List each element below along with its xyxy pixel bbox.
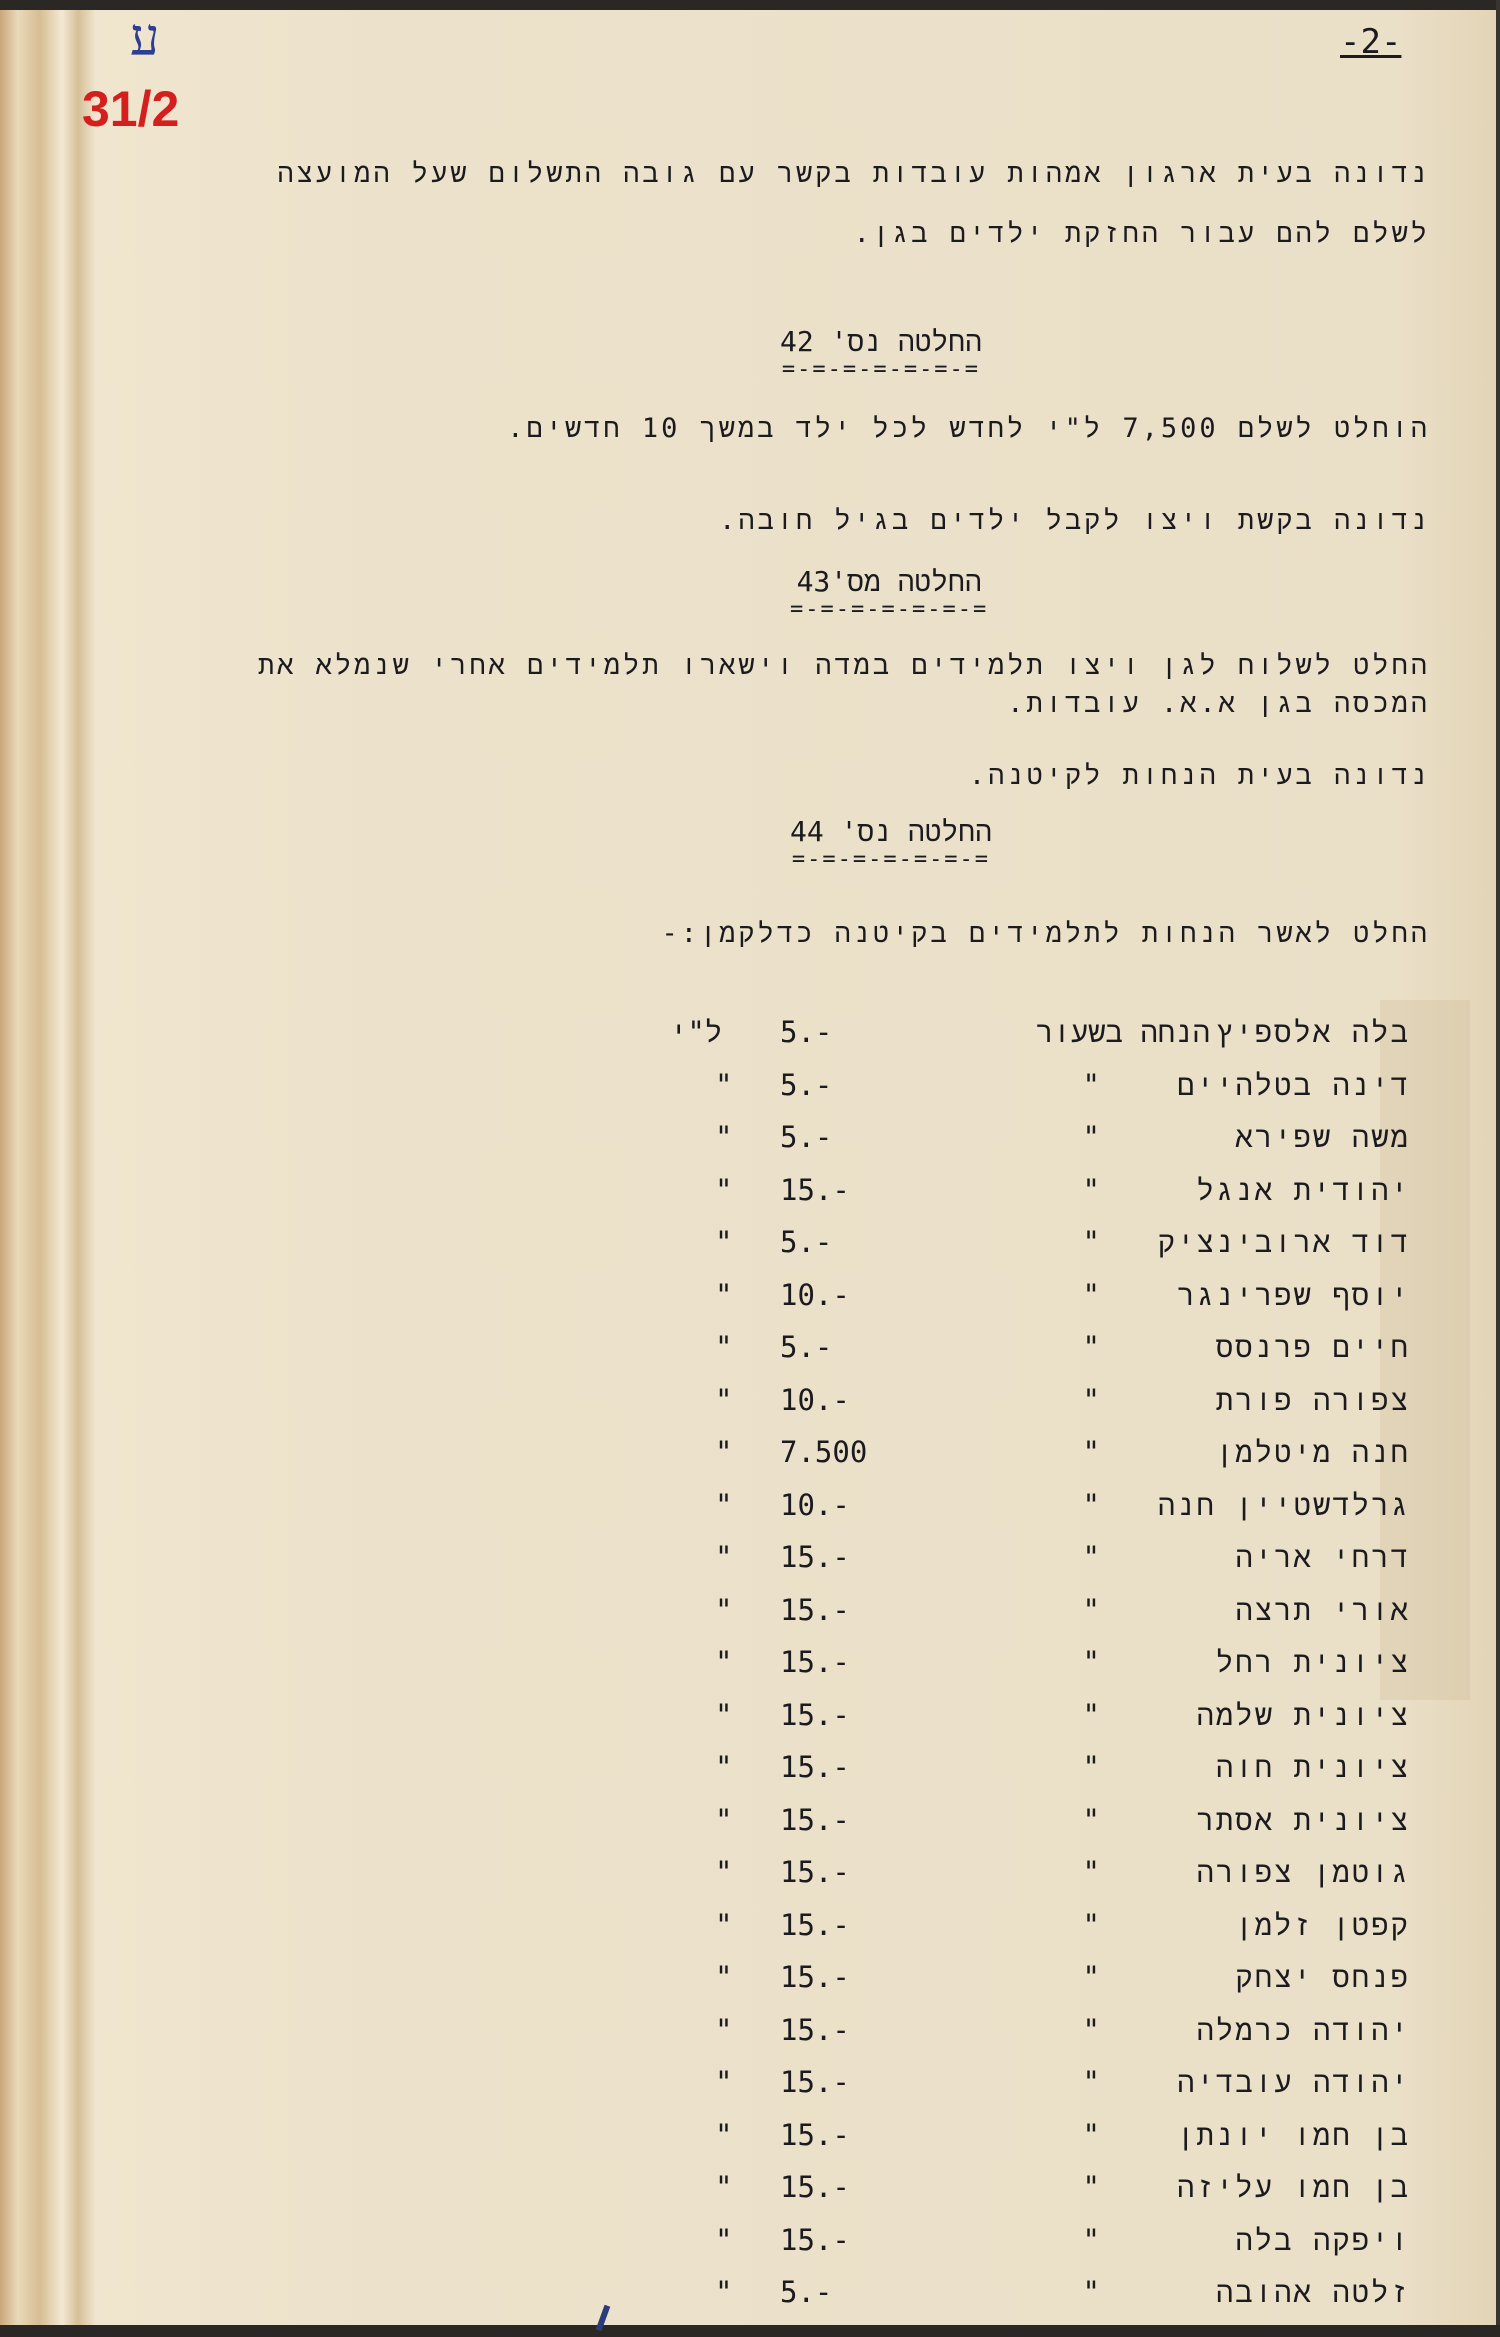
discount-amount: 5.-: [780, 1067, 833, 1102]
resolution-42-heading: [780, 325, 982, 380]
page-number: -2-: [1340, 22, 1402, 62]
ditto-mark: ": [715, 1330, 733, 1364]
ditto-mark: ": [715, 1225, 733, 1259]
student-name: משה שפירא: [1235, 1120, 1410, 1154]
list-item: [640, 1068, 1410, 1114]
ditto-mark: ": [1082, 2222, 1100, 2257]
ditto-mark: ": [715, 1277, 733, 1312]
student-name: ציונית אסתר: [1196, 1802, 1410, 1837]
list-item: [640, 1383, 1410, 1429]
scan-bottom-edge: [0, 2325, 1500, 2337]
student-name: זלטה אהובה: [1215, 2275, 1410, 2309]
student-name: אורי תרצה: [1235, 1592, 1410, 1627]
discount-amount: 5.-: [780, 1330, 833, 1364]
ditto-mark: ": [1082, 1277, 1100, 1312]
list-item: [640, 1488, 1410, 1534]
discount-amount: 10.-: [780, 1277, 850, 1312]
archive-number: 31/2: [82, 81, 180, 137]
resolution-44-heading: [790, 815, 992, 870]
discount-amount: 15.-: [780, 1802, 850, 1837]
discount-amount: 15.-: [780, 2117, 850, 2152]
ditto-mark: ": [1082, 1330, 1100, 1364]
ditto-mark: ": [715, 1750, 733, 1784]
list-item: [640, 1855, 1410, 1901]
discount-amount: 15.-: [780, 1960, 850, 1994]
list-item: [640, 2275, 1410, 2321]
discount-amount: 10.-: [780, 1487, 850, 1522]
student-name: קפטן זלמן: [1235, 1907, 1410, 1942]
discount-amount: 15.-: [780, 1540, 850, 1574]
ditto-mark: ": [715, 1802, 733, 1837]
discount-amount: 15.-: [780, 2170, 850, 2204]
resolution-heading-text: החלטה נס' 44: [790, 815, 992, 848]
ditto-mark: ": [715, 2275, 733, 2309]
ditto-mark: ": [1082, 2117, 1100, 2152]
list-item: [640, 1645, 1410, 1691]
student-name: בן חמו יונתן: [1177, 2117, 1410, 2152]
discount-amount: 15.-: [780, 1750, 850, 1784]
list-item: [640, 1278, 1410, 1324]
discount-amount: 10.-: [780, 1382, 850, 1417]
ditto-mark: ": [715, 1540, 733, 1574]
ditto-mark: ": [1082, 1067, 1100, 1102]
list-item: [640, 2118, 1410, 2164]
discount-amount: 15.-: [780, 1855, 850, 1889]
discount-amount: 7.500: [780, 1435, 868, 1469]
resolution-43-heading: [790, 565, 988, 620]
ditto-mark: ": [715, 1960, 733, 1994]
heading-underline: =-=-=-=-=-=-=: [791, 847, 991, 872]
ditto-mark: ": [1082, 2065, 1100, 2099]
ditto-mark: ": [1082, 1172, 1100, 1207]
ditto-mark: ": [715, 2012, 733, 2047]
list-item: [640, 2223, 1410, 2269]
student-name: ציונית רחל: [1215, 1645, 1410, 1679]
discount-amount: 5.-: [780, 1120, 833, 1154]
discussion-43: נדונה בקשת ויצו לקבל ילדים בגיל חובה.: [719, 505, 1430, 536]
intro-line-2: לשלם להם עבור החזקת ילדים בגן.: [853, 218, 1430, 249]
resolution-heading-text: החלטה מס'43: [796, 565, 982, 598]
ditto-mark: ": [1082, 2275, 1100, 2309]
ditto-mark: ": [715, 1487, 733, 1522]
resolution-43-text-line-2: המכסה בגן א.א. עובדות.: [1007, 688, 1430, 719]
ditto-mark: ": [1082, 1225, 1100, 1259]
ditto-mark: ": [1082, 1855, 1100, 1889]
discount-amount: 15.-: [780, 1172, 850, 1207]
discount-amount: 5.-: [780, 1015, 833, 1049]
discussion-44: נדונה בעית הנחות לקיטנה.: [968, 760, 1430, 791]
ditto-mark: ": [715, 1907, 733, 1942]
list-item: [640, 1540, 1410, 1586]
ditto-mark: ": [1082, 1592, 1100, 1627]
ditto-mark: ": [1082, 1120, 1100, 1154]
handwritten-mark: ע: [130, 8, 160, 68]
student-name: יהודית אנגל: [1196, 1172, 1410, 1207]
list-item: [640, 1015, 1410, 1061]
student-name: פנחס יצחק: [1235, 1960, 1410, 1994]
list-item: [640, 1593, 1410, 1639]
student-name: צפורה פורת: [1215, 1382, 1410, 1417]
list-item: [640, 1908, 1410, 1954]
list-item: [640, 1120, 1410, 1166]
heading-underline: =-=-=-=-=-=-=: [781, 357, 981, 382]
ditto-mark: ": [715, 1435, 733, 1469]
resolution-42-text: הוחלט לשלם 7,500 ל"י לחדש לכל ילד במשך 10 חדשים.: [507, 413, 1430, 444]
discount-amount: 15.-: [780, 2065, 850, 2099]
heading-underline: =-=-=-=-=-=-=: [790, 597, 989, 622]
student-name: חיים פרנסס: [1215, 1330, 1410, 1364]
ditto-mark: ": [1082, 1435, 1100, 1469]
student-name: דינה בטלהיים: [1177, 1067, 1410, 1102]
ditto-mark: ": [1082, 1960, 1100, 1994]
ditto-mark: ": [1082, 2170, 1100, 2204]
student-name: יהודה עובדיה: [1177, 2065, 1410, 2099]
ditto-mark: ": [715, 1855, 733, 1889]
ditto-mark: ": [715, 1067, 733, 1102]
student-name: ציונית חוה: [1215, 1750, 1410, 1784]
resolution-43-text-line-1: החלט לשלוח לגן ויצו תלמידים במדה וישארו תלמידים אחרי שנמלא את: [258, 650, 1430, 681]
student-name: יוסף שפרינגר: [1177, 1277, 1410, 1312]
list-item: [640, 2170, 1410, 2216]
ditto-mark: ": [1082, 1907, 1100, 1942]
ditto-mark: ": [1082, 1802, 1100, 1837]
ditto-mark: ": [715, 2117, 733, 2152]
discount-amount: 5.-: [780, 2275, 833, 2309]
ditto-mark: ": [1082, 1540, 1100, 1574]
discount-amount: 15.-: [780, 1907, 850, 1942]
list-item: [640, 2013, 1410, 2059]
list-item: [640, 2065, 1410, 2111]
ditto-mark: ": [715, 1382, 733, 1417]
ditto-mark: ": [1082, 1750, 1100, 1784]
list-item: [640, 1803, 1410, 1849]
ditto-mark: ": [715, 1697, 733, 1732]
intro-line-1: נדונה בעית ארגון אמהות עובדות בקשר עם גובה התשלום שעל המועצה: [277, 158, 1430, 189]
list-item: [640, 1173, 1410, 1219]
list-item: [640, 1698, 1410, 1744]
list-item: [640, 1435, 1410, 1481]
ditto-mark: ": [715, 2222, 733, 2257]
student-name: ציונית שלמה: [1196, 1697, 1410, 1732]
resolution-heading-text: החלטה נס' 42: [780, 325, 982, 358]
student-name: דוד ארובינציק: [1157, 1225, 1410, 1259]
ditto-mark: ": [1082, 1697, 1100, 1732]
discount-amount: 15.-: [780, 1592, 850, 1627]
student-name: בלה אלספיץ: [1215, 1015, 1410, 1049]
discount-reason: הנחה בשעור: [1035, 1015, 1210, 1049]
student-name: חנה מיטלמן: [1215, 1435, 1410, 1469]
list-item: [640, 1960, 1410, 2006]
ditto-mark: ": [1082, 1487, 1100, 1522]
list-item: [640, 1225, 1410, 1271]
ditto-mark: ": [1082, 1382, 1100, 1417]
ditto-mark: ": [715, 1120, 733, 1154]
ditto-mark: ": [715, 1645, 733, 1679]
currency-unit: ל"י: [670, 1015, 723, 1049]
ditto-mark: ": [1082, 2012, 1100, 2047]
discount-amount: 15.-: [780, 2222, 850, 2257]
student-name: גוטמן צפורה: [1196, 1855, 1410, 1889]
student-name: דרחי אריה: [1235, 1540, 1410, 1574]
discount-amount: 15.-: [780, 1645, 850, 1679]
list-item: [640, 1750, 1410, 1796]
ditto-mark: ": [1082, 1645, 1100, 1679]
discount-amount: 15.-: [780, 2012, 850, 2047]
discount-amount: 5.-: [780, 1225, 833, 1259]
binding-edge: [0, 0, 95, 2337]
discount-amount: 15.-: [780, 1697, 850, 1732]
student-name: יהודה כרמלה: [1196, 2012, 1410, 2047]
resolution-44-text: החלט לאשר הנחות לתלמידים בקיטנה כדלקמן:-: [661, 918, 1430, 949]
ditto-mark: ": [715, 2170, 733, 2204]
ditto-mark: ": [715, 1592, 733, 1627]
ditto-mark: ": [715, 1172, 733, 1207]
scan-top-edge: [0, 0, 1500, 10]
scan-right-edge: [1496, 0, 1500, 2337]
list-item: [640, 1330, 1410, 1376]
student-name: ויפקה בלה: [1235, 2222, 1410, 2257]
student-name: בן חמו עליזה: [1177, 2170, 1410, 2204]
student-name: גרלדשטיין חנה: [1157, 1487, 1410, 1522]
ditto-mark: ": [715, 2065, 733, 2099]
